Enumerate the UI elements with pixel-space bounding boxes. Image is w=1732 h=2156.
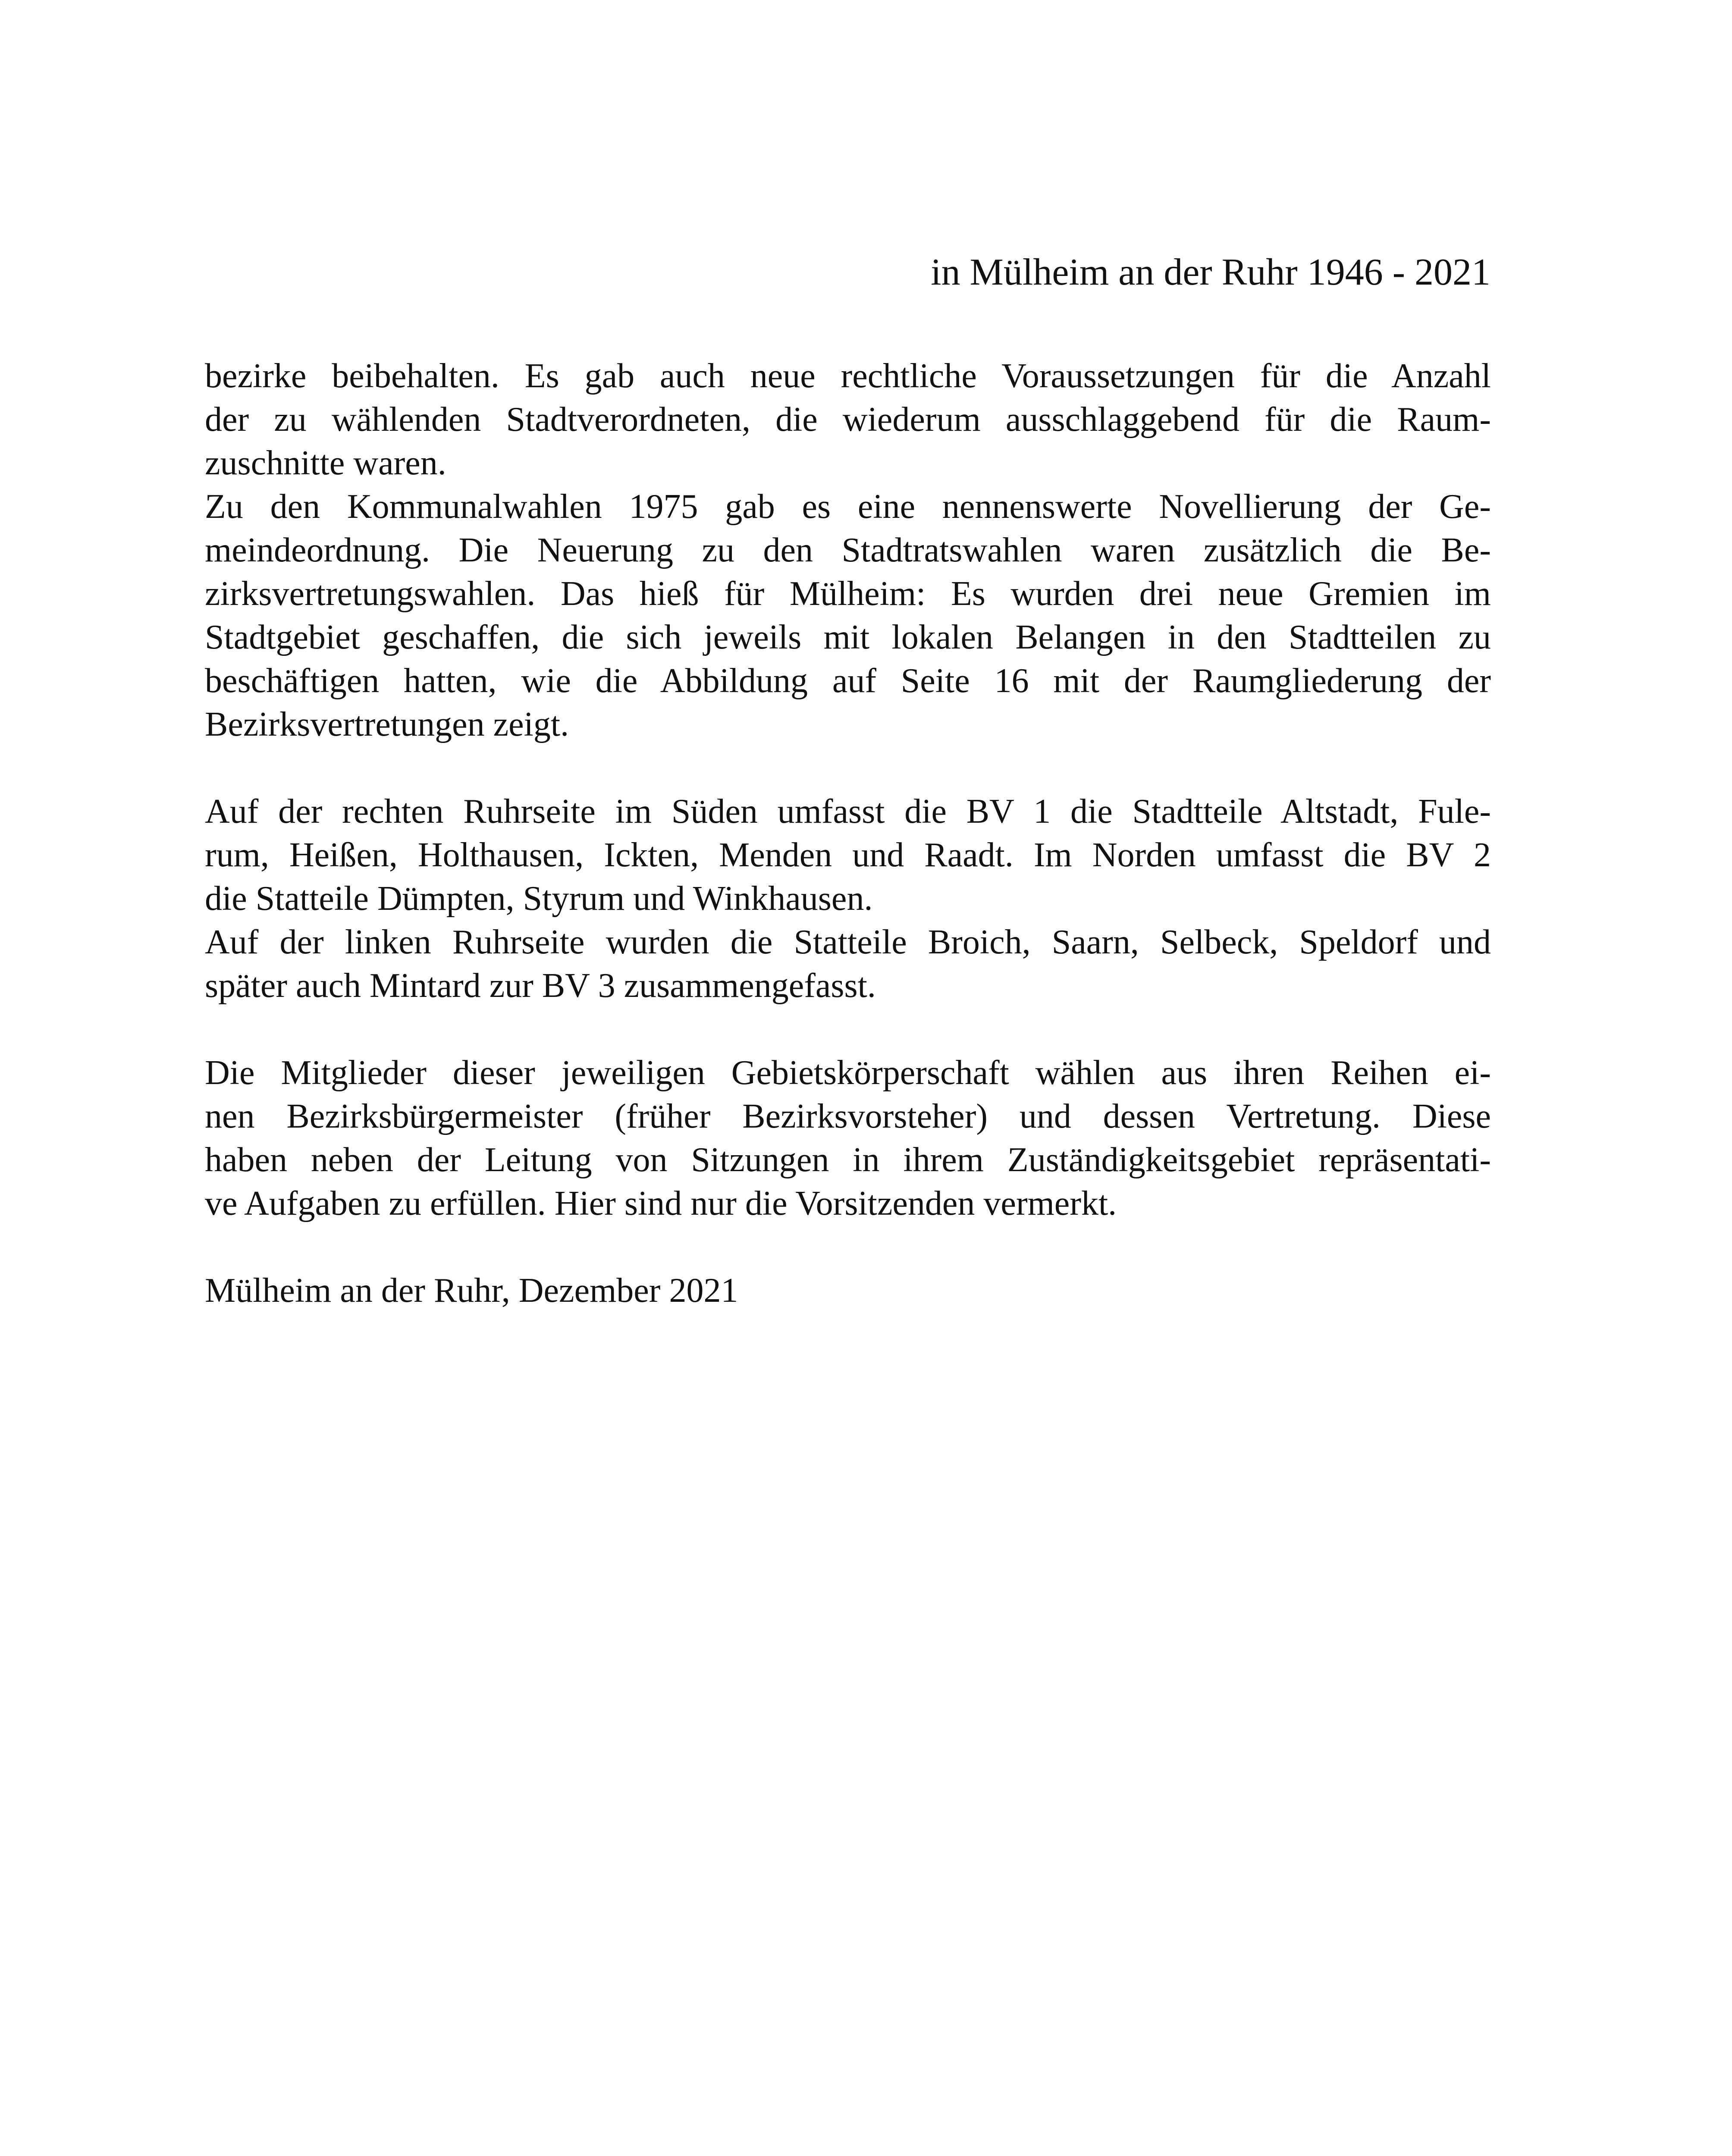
body-text (205, 354, 1491, 1313)
paragraph (205, 921, 1491, 1008)
text-line: beschäftigen hatten, wie die Abbildung auf Seite 16 mit der Raumgliederung der (205, 662, 1491, 700)
text-line: zirksvertretungswahlen. Das hieß für Mülheim: Es wurden drei neue Gremien im (205, 575, 1491, 613)
text-line: Auf der rechten Ruhrseite im Süden umfasst die BV 1 die Stadtteile Altstadt, Fule- (205, 793, 1491, 830)
running-header: in Mülheim an der Ruhr 1946 - 2021 (931, 251, 1490, 293)
text-line: ve Aufgaben zu erfüllen. Hier sind nur die Vorsitzenden vermerkt. (205, 1185, 1117, 1222)
text-line: zuschnitte waren. (205, 444, 446, 482)
text-line: Bezirksvertretungen zeigt. (205, 705, 569, 743)
text-line: Zu den Kommunalwahlen 1975 gab es eine nennenswerte Novellierung der Ge- (205, 488, 1491, 526)
paragraph-spacer (205, 746, 1491, 790)
text-line: bezirke beibehalten. Es gab auch neue rechtliche Voraussetzungen für die Anzahl (205, 357, 1491, 395)
text-line: haben neben der Leitung von Sitzungen in ihrem Zuständigkeitsgebiet repräsentati- (205, 1141, 1491, 1179)
text-line: rum, Heißen, Holthausen, Ickten, Menden und Raadt. Im Norden umfasst die BV 2 (205, 836, 1491, 874)
place-date (205, 1269, 1491, 1313)
paragraph (205, 1051, 1491, 1225)
paragraph (205, 790, 1491, 921)
paragraph-spacer (205, 1008, 1491, 1051)
text-line: Stadtgebiet geschaffen, die sich jeweils mit lokalen Belangen in den Stadtteilen zu (205, 618, 1491, 656)
paragraph (205, 485, 1491, 746)
text-line: später auch Mintard zur BV 3 zusammengefasst. (205, 967, 876, 1005)
text-line: Mülheim an der Ruhr, Dezember 2021 (205, 1272, 738, 1310)
text-line: Auf der linken Ruhrseite wurden die Statteile Broich, Saarn, Selbeck, Speldorf und (205, 923, 1491, 961)
text-line: nen Bezirksbürgermeister (früher Bezirksvorsteher) und dessen Vertretung. Diese (205, 1097, 1491, 1135)
text-line: die Statteile Dümpten, Styrum und Winkhausen. (205, 880, 873, 918)
text-line: der zu wählenden Stadtverordneten, die wiederum ausschlaggebend für die Raum- (205, 401, 1491, 439)
text-line: Die Mitglieder dieser jeweiligen Gebietskörperschaft wählen aus ihren Reihen ei- (205, 1054, 1491, 1092)
paragraph (205, 354, 1491, 485)
paragraph-spacer (205, 1225, 1491, 1269)
text-line: meindeordnung. Die Neuerung zu den Stadtratswahlen waren zusätzlich die Be- (205, 531, 1491, 569)
